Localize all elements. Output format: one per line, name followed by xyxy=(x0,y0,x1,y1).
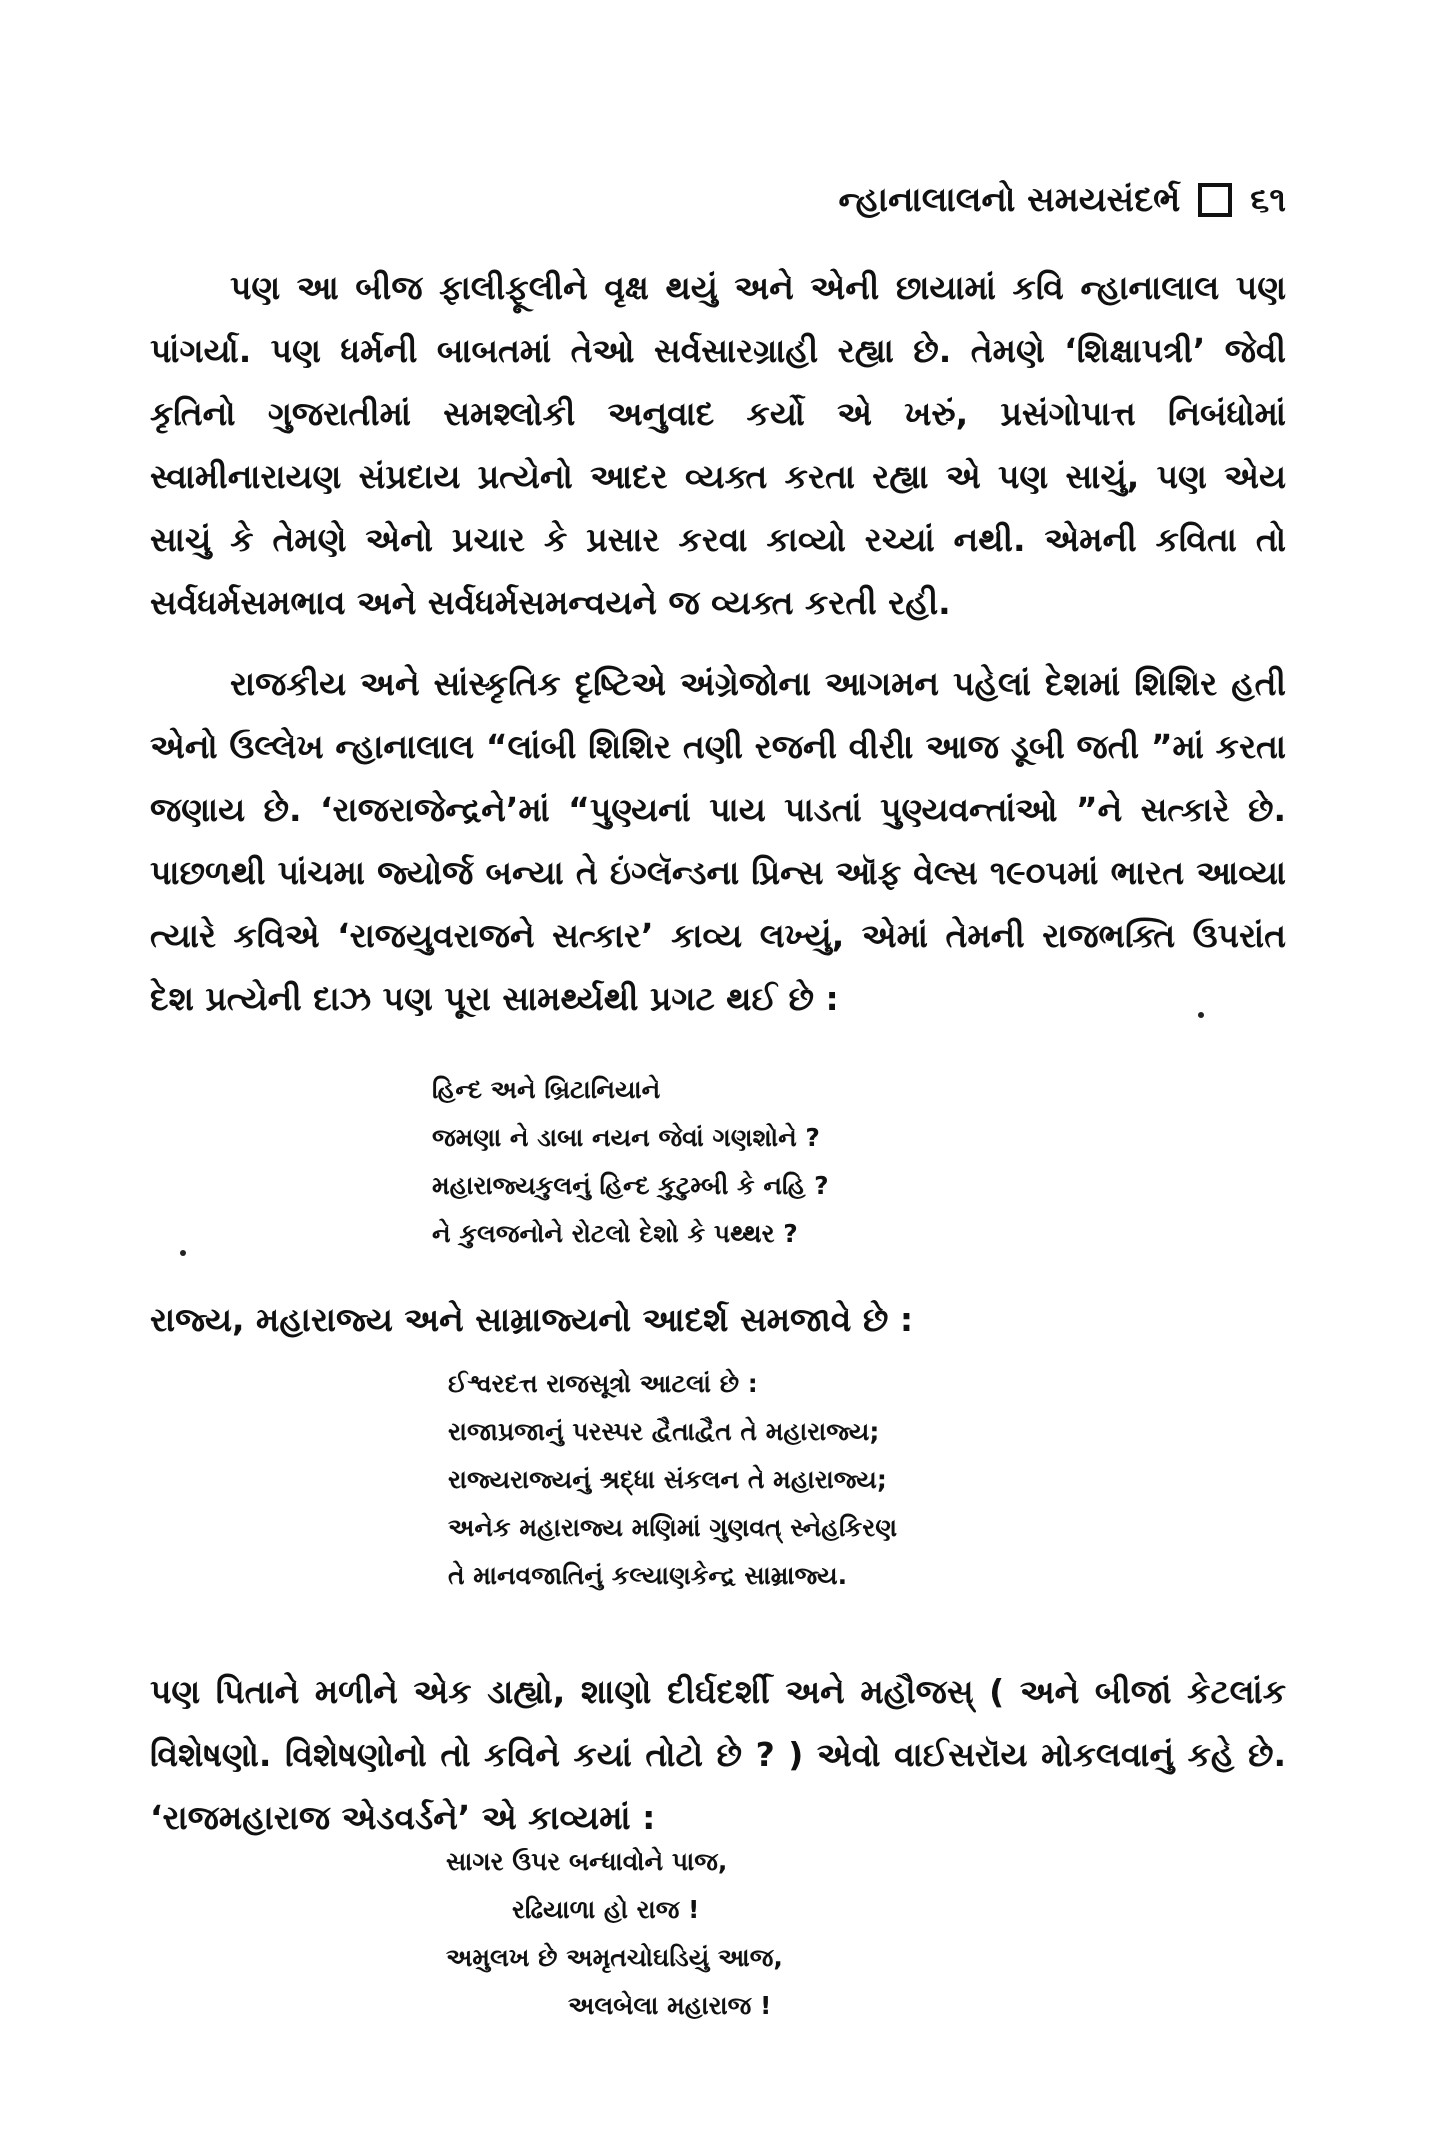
square-ornament-icon xyxy=(1198,183,1232,217)
verse-line: રાજ્યરાજ્યનું શ્રદ્ધા સંકલન તે મહારાજ્ય; xyxy=(448,1465,887,1494)
verse-block-3 xyxy=(446,1838,783,2030)
page-number: ૬૧ xyxy=(1250,180,1286,220)
verse-line: અલબેલા મહારાજ ! xyxy=(568,1991,772,2020)
verse-line: સાગર ઉપર બન્ધાવોને પાજ, xyxy=(446,1847,728,1876)
print-speck xyxy=(180,1250,186,1256)
verse-line: ને કુલજનોને રોટલો દેશો કે પથ્થર ? xyxy=(432,1219,798,1248)
running-head xyxy=(839,178,1286,222)
verse-line: રાજાપ્રજાનું પરસ્પર દ્વૈતાદ્વૈત તે મહારાજ્ય; xyxy=(448,1417,880,1446)
verse-line: હિન્દ અને બ્રિટાનિયાને xyxy=(432,1075,661,1104)
verse-line: અમુલખ છે અમૃતચોઘડિયું આજ, xyxy=(446,1943,783,1972)
verse-block-2 xyxy=(448,1360,897,1600)
verse-line: જમણા ને ડાબા નયન જેવાં ગણશોને ? xyxy=(432,1123,820,1152)
paragraph-4: પણ પિતાને મળીને એક ડાહ્યો, શાણો દીર્ઘદર્શી અને મહૌજસ્ ( અને બીજાં કેટલાંક વિશેષણો. વિશેષણોનો તો કવિને કયાં તોટો છે ? ) એવો વાઈસરૉય મોકલવાનું કહે છે. ‘રાજમહારાજ એડવર્ડને’ એ કાવ્યમાં : xyxy=(150,1672,1286,1837)
paragraph-1: પણ આ બીજ ફાલીફૂલીને વૃક્ષ થયું અને એની છાયામાં કવિ ન્હાનાલાલ પણ પાંગર્યા. પણ ધર્મની બાબતમાં તેઓ સર્વસારગ્રાહી રહ્યા છે. તેમણે ‘શિક્ષાપત્રી’ જેવી કૃતિનો ગુજરાતીમાં સમશ્લોકી અનુવાદ કર્યો એ ખરું, પ્રસંગોપાત્ત નિબંધોમાં સ્વામીનારાયણ સંપ્રદાય પ્રત્યેનો આદર વ્યક્ત કરતા રહ્યા એ પણ સાચું, પણ એય સાચું કે તેમણે એનો પ્રચાર કે પ્રસાર કરવા કાવ્યો રચ્યાં નથી. એમની કવિતા તો સર્વધર્મસમભાવ અને સર્વધર્મસમન્વયને જ વ્યક્ત કરતી રહી. xyxy=(150,268,1286,622)
paragraph-3: રાજ્ય, મહારાજ્ય અને સામ્રાજ્યનો આદર્શ સમજાવે છે : xyxy=(150,1300,914,1339)
verse-line: તે માનવજાતિનું કલ્યાણકેન્દ્ર સામ્રાજ્ય. xyxy=(448,1561,848,1590)
verse-block-1 xyxy=(432,1066,829,1258)
running-title: ન્હાનાલાલનો સમયસંદર્ભ xyxy=(838,180,1181,220)
verse-line: અનેક મહારાજ્ય મણિમાં ગુણવત્ સ્નેહકિરણ xyxy=(448,1513,898,1542)
paragraph-2: રાજકીય અને સાંસ્કૃતિક દૃષ્ટિએ અંગ્રેજોના આગમન પહેલાં દેશમાં શિશિર હતી એનો ઉલ્લેખ ન્હાનાલાલ “લાંબી શિશિર તણી રજની વીરી। આજ ડૂબી જતી ”માં કરતા જણાય છે. ‘રાજરાજેન્દ્રને’માં “પુણ્યનાં પાય પાડતાં પુણ્યવન્તાંઓ ”ને સત્કારે છે. પાછળથી પાંચમા જ્યોર્જ બન્યા તે ઇંગ્લૅન્ડના પ્રિન્સ ઑફ વેલ્સ ૧૯૦૫માં ભારત આવ્યા ત્યારે કવિએ ‘રાજયુવરાજને સત્કાર’ કાવ્ય લખ્યું, એમાં તેમની રાજભક્તિ ઉપરાંત દેશ પ્રત્યેની દાઝ પણ પૂરા સામર્થ્યથી પ્રગટ થઈ છે : xyxy=(150,664,1286,1018)
verse-line: રઢિયાળા હો રાજ ! xyxy=(512,1895,700,1924)
verse-line: મહારાજ્યકુલનું હિન્દ કુટુમ્બી કે નહિ ? xyxy=(432,1171,829,1200)
print-speck xyxy=(1198,1012,1204,1018)
verse-line: ઈશ્વરદત્ત રાજસૂત્રો આટલાં છે : xyxy=(448,1369,758,1398)
